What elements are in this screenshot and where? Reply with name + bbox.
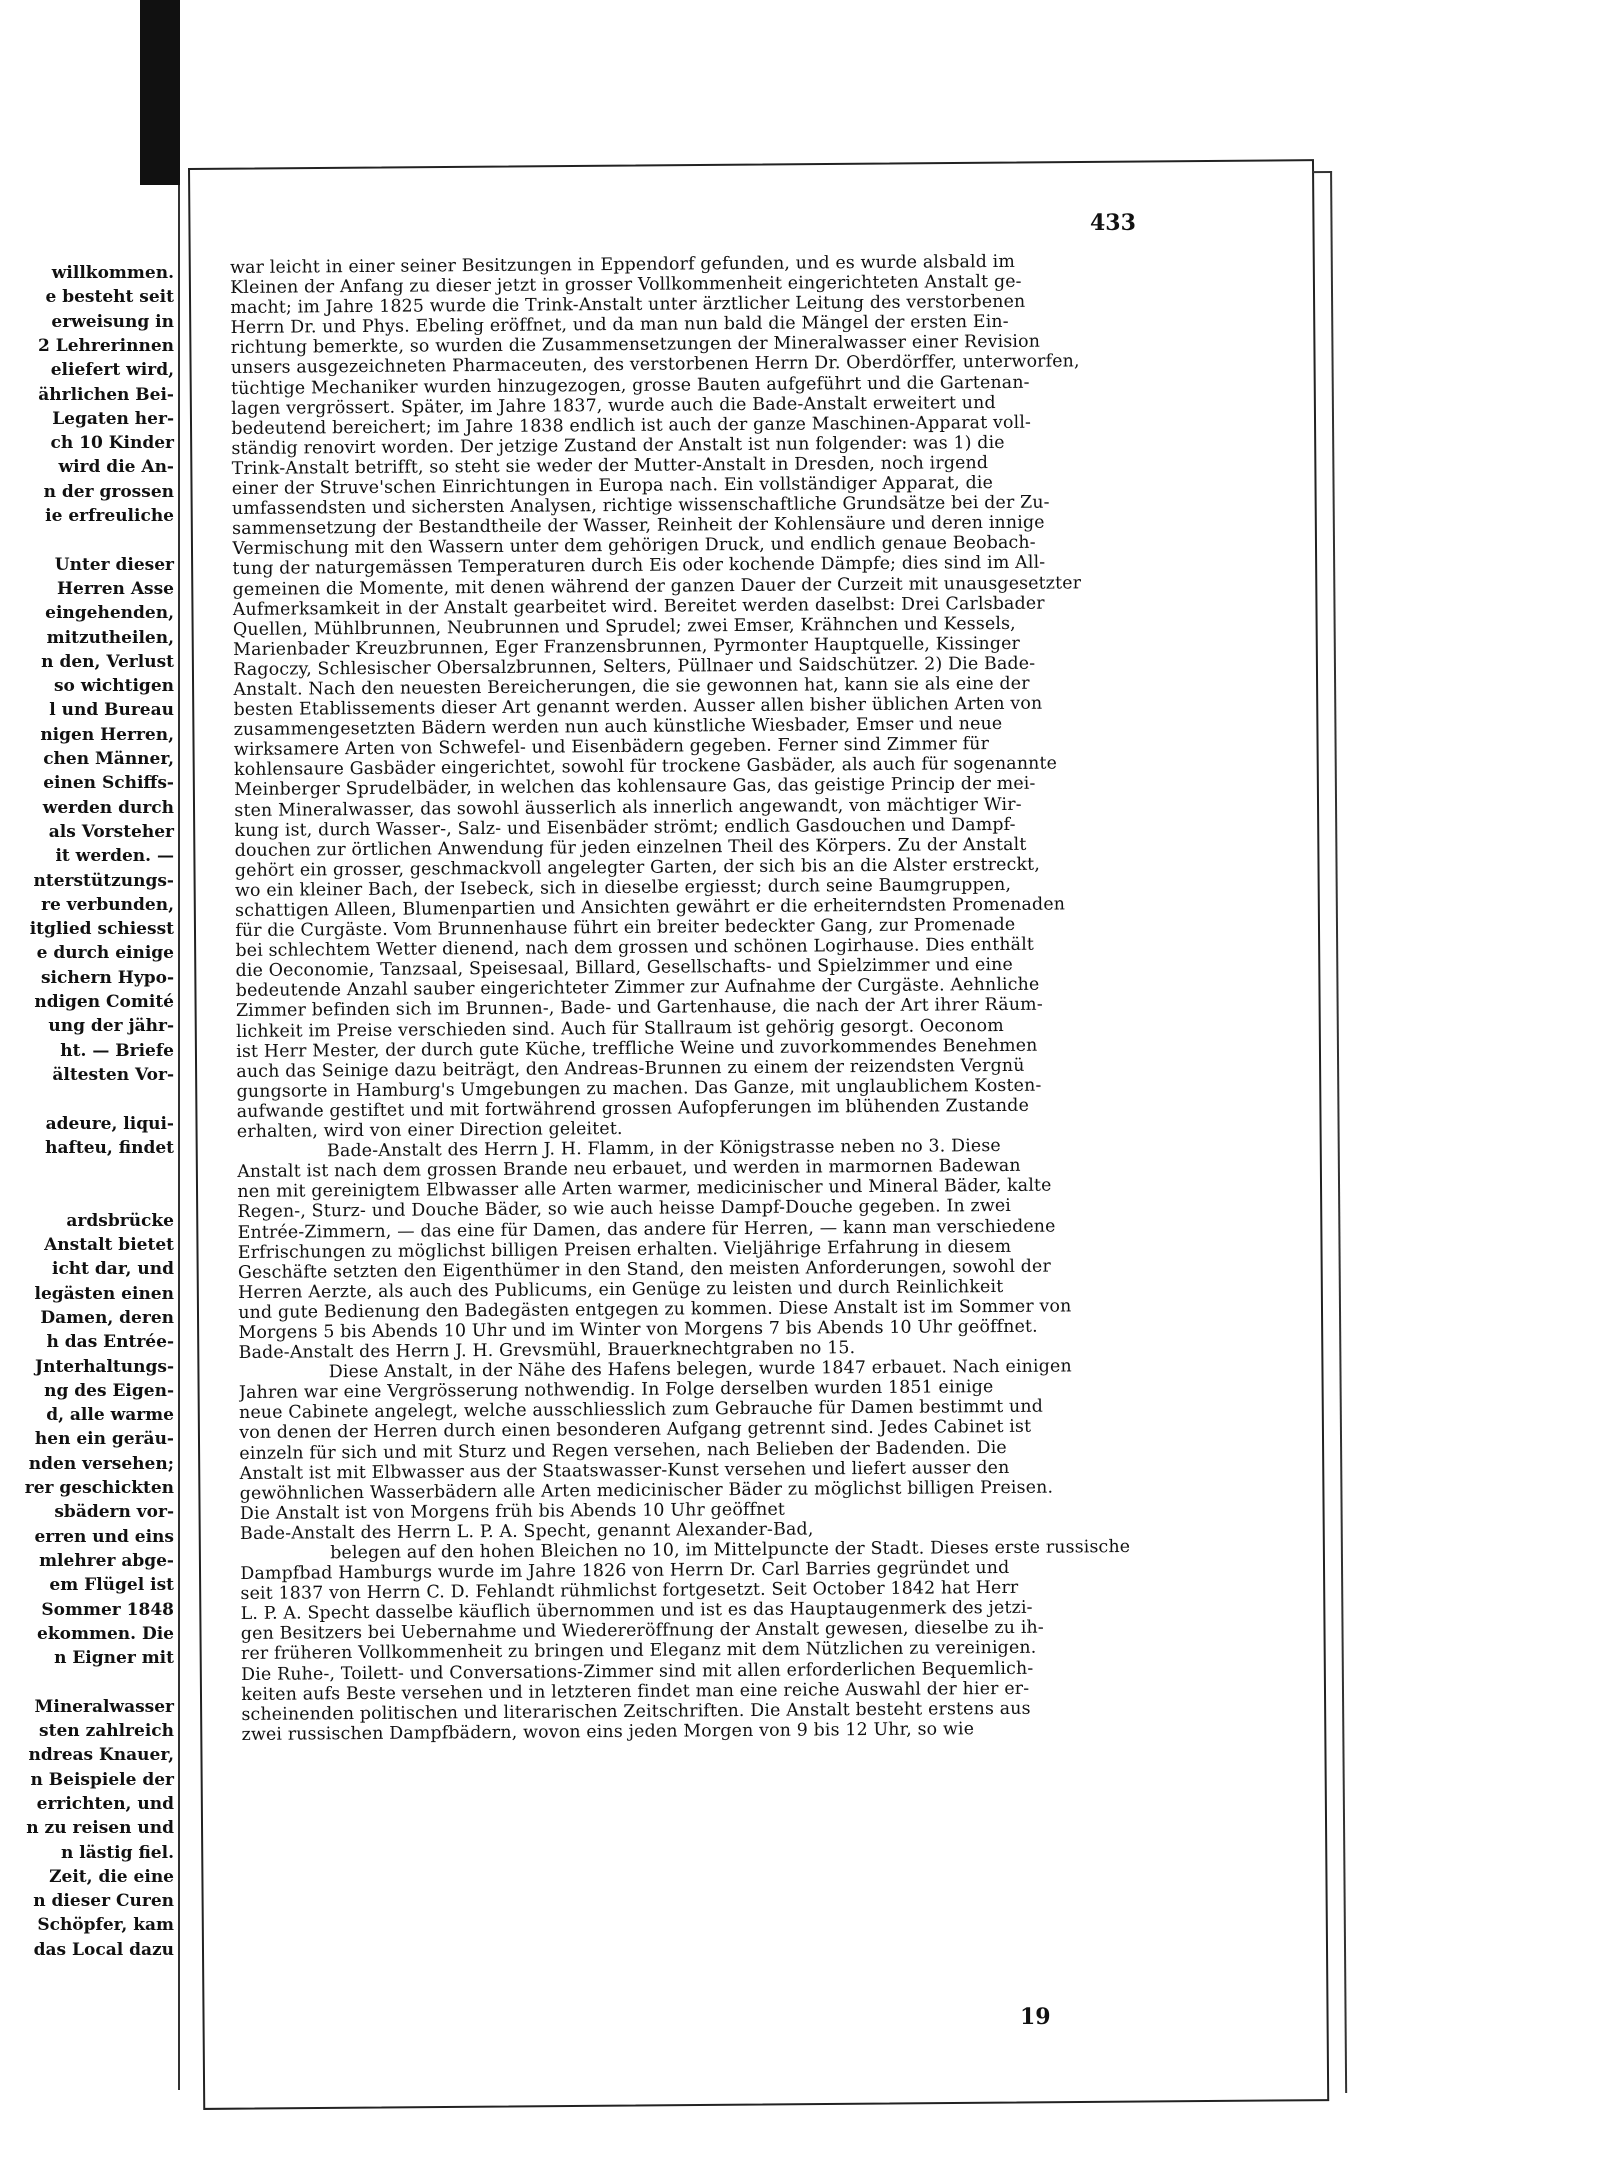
left-text-line: ung der jähr- xyxy=(48,1016,174,1037)
left-text-line: n der grossen xyxy=(43,481,174,502)
text-line: Dampfbad Hamburgs wurde im Jahre 1826 von Herrn Dr. Carl Barries gegründet und xyxy=(240,1558,1010,1585)
text-line: lichkeit im Preise verschieden sind. Auch für Stallraum ist gehörig gesorgt. Oeconom xyxy=(235,1015,1004,1042)
text-line: Erfrischungen zu möglichst billigen Preisen erhalten. Vieljährige Erfahrung in diesem xyxy=(237,1236,1012,1263)
text-line: tüchtige Mechaniker wurden hinzugezogen, grosse Bauten aufgeführt und die Gartenan- xyxy=(230,372,1030,399)
text-line: von denen der Herren durch einen besonderen Aufgang getrennt sind. Jedes Cabinet ist xyxy=(239,1417,1032,1444)
left-text-line: als Vorsteher xyxy=(48,821,174,842)
text-line: ständig renovirt worden. Der jetzige Zustand der Anstalt ist nun folgender: was 1) die xyxy=(231,432,1005,459)
left-text-line: Legaten her- xyxy=(52,408,174,429)
left-text-line: Mineralwasser xyxy=(34,1696,174,1717)
text-line: unsers ausgezeichneten Pharmaceuten, des verstorbenen Herrn Dr. Oberdörffer, unterworfen, xyxy=(230,351,1080,379)
text-line: Marienbader Kreuzbrunnen, Eger Franzensbrunnen, Pyrmonter Hauptquelle, Kissinger xyxy=(232,633,1021,660)
text-line: Quellen, Mühlbrunnen, Neubrunnen und Sprudel; zwei Emser, Krähnchen und Kessels, xyxy=(232,613,1016,640)
text-line: Anstalt. Nach den neuesten Bereicherungen, die sie gewonnen hat, kann sie als eine der xyxy=(233,673,1030,700)
text-line: Entrée-Zimmern, — das eine für Damen, das andere für Herren, — kann man verschiedene xyxy=(237,1216,1056,1243)
text-line: wirksamere Arten von Schwefel- und Eisenbädern gegeben. Ferner sind Zimmer für xyxy=(233,734,990,761)
left-text-line: sichern Hypo- xyxy=(40,967,174,988)
left-text-line: erren und eins xyxy=(34,1526,174,1547)
text-line: Bade-Anstalt des Herrn L. P. A. Specht, genannt Alexander-Bad, xyxy=(239,1519,814,1544)
text-line: Ragoczy, Schlesischer Obersalzbrunnen, Selters, Püllnaer und Saidschützer. 2) Die Bade- xyxy=(233,653,1036,680)
left-text-line: erweisung in xyxy=(51,311,174,332)
left-text-line: Zeit, die eine xyxy=(49,1866,174,1887)
left-text-line: nigen Herren, xyxy=(40,724,174,745)
left-text-line: Schöpfer, kam xyxy=(37,1915,174,1936)
left-text-line: werden durch xyxy=(42,797,174,818)
left-text-line: legästen einen xyxy=(34,1283,174,1304)
left-text-line: em Flügel ist xyxy=(49,1575,174,1596)
left-text-line: 2 Lehrerinnen xyxy=(38,335,174,356)
left-text-line: Jnterhaltungs- xyxy=(35,1356,174,1377)
left-text-line: ndigen Comité xyxy=(34,992,174,1012)
left-text-line: eliefert wird, xyxy=(50,360,174,381)
text-line: Die Ruhe-, Toilett- und Conversations-Zimmer sind mit allen erforderlichen Bequemlich- xyxy=(241,1658,1034,1685)
text-line: die Oeconomie, Tanzsaal, Speisesaal, Billard, Gesellschafts- und Spielzimmer und eine xyxy=(235,955,1014,982)
text-line: zwei russischen Dampfbädern, wovon eins jeden Morgen von 9 bis 12 Uhr, so wie xyxy=(241,1719,975,1745)
page-edge xyxy=(1312,171,1347,2093)
text-line: Anstalt ist nach dem grossen Brande neu erbauet, und werden in marmornen Badewan xyxy=(237,1156,1021,1183)
text-line: douchen zur örtlichen Anwendung für jeden einzelnen Theil des Körpers. Zu der Anstalt xyxy=(234,834,1027,861)
signature-mark: 19 xyxy=(1020,2004,1051,2030)
left-text-line: ht. — Briefe xyxy=(60,1040,174,1061)
left-text-line: e besteht seit xyxy=(45,287,174,308)
text-line: für die Curgäste. Vom Brunnenhause führt ein breiter bedeckter Gang, zur Promenade xyxy=(235,914,1016,942)
text-line: keiten aufs Beste versehen und in letzteren findet man eine reiche Auswahl der hier er- xyxy=(241,1678,1030,1705)
left-text-line: h das Entrée- xyxy=(46,1332,174,1353)
left-text-line: ng des Eigen- xyxy=(44,1380,174,1401)
text-line: Anstalt ist mit Elbwasser aus der Staatswasser-Kunst versehen und liefert ausser den xyxy=(239,1457,1010,1484)
text-line: lagen vergrössert. Später, im Jahre 1837, wurde auch die Bade-Anstalt erweitert und xyxy=(231,392,996,419)
left-text-line: hen ein geräu- xyxy=(34,1429,174,1450)
body-text xyxy=(230,251,1187,1745)
text-line: Vermischung mit den Wassern unter dem gehörigen Druck, und endlich genaue Beobach- xyxy=(232,532,1036,560)
left-text-line: adeure, liqui- xyxy=(45,1113,174,1134)
text-line: Diese Anstalt, in der Nähe des Hafens belegen, wurde 1847 erbauet. Nach einigen xyxy=(328,1356,1072,1383)
left-text-line: mitzutheilen, xyxy=(46,627,174,648)
text-line: zusammengesetzten Bädern werden nun auch künstliche Wiesbader, Emser und neue xyxy=(233,714,1003,741)
text-line: aufwande gestiftet und mit fortwährend grossen Aufopferungen im blühenden Zustande xyxy=(236,1095,1030,1122)
left-text-line: errichten, und xyxy=(36,1793,174,1814)
left-text-line: das Local dazu xyxy=(33,1939,174,1960)
text-line: bedeutende Anzahl sauber eingerichteter Zimmer zur Aufnahme der Curgäste. Aehnliche xyxy=(235,975,1040,1002)
left-text-line: ndreas Knauer, xyxy=(28,1745,174,1766)
text-line: seit 1837 von Herrn C. D. Fehlandt rühmlichst fortgesetzt. Seit October 1842 hat Herr xyxy=(240,1578,1019,1605)
text-line: bei schlechtem Wetter dienend, nach dem grossen und schönen Logirhause. Dies enthält xyxy=(235,934,1035,962)
text-line: scheinenden politischen und literarischen Zeitschriften. Die Anstalt besteht erstens aus xyxy=(241,1698,1031,1725)
left-text-line: ch 10 Kinder xyxy=(50,433,174,454)
text-line: war leicht in einer seiner Besitzungen in Eppendorf gefunden, und es wurde alsbald im xyxy=(230,251,1016,278)
text-line: L. P. A. Specht dasselbe käuflich übernommen und ist es das Hauptaugenmerk des jetzi- xyxy=(240,1598,1033,1625)
left-text-line: hafteu, findet xyxy=(45,1137,174,1158)
text-line: wo ein kleiner Bach, der Isebeck, sich in dieselbe ergiesst; durch seine Baumgruppen, xyxy=(234,874,1012,901)
text-line: tung der naturgemässen Temperaturen durch Eis oder kochende Dämpfe; dies sind im All- xyxy=(232,553,1046,580)
left-text-line: n lästig fiel. xyxy=(61,1842,174,1863)
text-line: bedeutend bereichert; im Jahre 1838 endlich ist auch der ganze Maschinen-Apparat voll- xyxy=(231,412,1032,439)
text-line: erhalten, wird von einer Direction geleitet. xyxy=(236,1118,623,1143)
text-line: Geschäfte setzten den Eigenthümer in den Stand, den meisten Anforderungen, sowohl der xyxy=(237,1256,1051,1283)
left-text-line: l und Bureau xyxy=(49,700,174,721)
left-text-line: chen Männer, xyxy=(43,749,174,769)
left-text-line: nden versehen; xyxy=(28,1453,174,1474)
left-text-line: e durch einige xyxy=(36,943,174,964)
left-text-line: eingehenden, xyxy=(45,603,174,624)
left-text-line: n den, Verlust xyxy=(41,651,174,672)
left-text-line: willkommen. xyxy=(51,263,174,283)
text-line: ist Herr Mester, der durch gute Küche, treffliche Weine und zuvorkommendes Benehmen xyxy=(236,1035,1038,1062)
left-text-line: einen Schiffs- xyxy=(43,773,174,794)
text-line: macht; im Jahre 1825 wurde die Trink-Anstalt unter ärztlicher Leitung des verstorbenen xyxy=(230,291,1026,319)
left-text-line: n zu reisen und xyxy=(26,1818,174,1839)
left-text-line: n Eigner mit xyxy=(54,1648,174,1669)
left-text-line: Sommer 1848 xyxy=(41,1599,174,1620)
gutter-shadow xyxy=(140,0,180,185)
text-line: und gute Bedienung den Badegästen entgegen zu kommen. Diese Anstalt ist im Sommer von xyxy=(238,1296,1072,1323)
text-line: Die Anstalt ist von Morgens früh bis Abends 10 Uhr geöffnet xyxy=(239,1499,786,1524)
text-line: Herren Aerzte, als auch des Publicums, ein Genüge zu leisten und durch Reinlichkeit xyxy=(238,1276,1004,1303)
left-text-line: nterstützungs- xyxy=(33,870,174,891)
text-line: Meinberger Sprudelbäder, in welchen das kohlensaure Gas, das geistige Princip der mei- xyxy=(234,774,1036,801)
left-text-line: d, alle warme xyxy=(46,1405,174,1426)
text-line: gehört ein grosser, geschmackvoll angelegter Garten, der sich bis an die Alster erstreckt, xyxy=(234,854,1041,881)
text-line: rer früheren Vollkommenheit zu bringen und Eleganz mit dem Nützlichen zu vereinigen. xyxy=(240,1638,1037,1665)
text-line: Regen-, Sturz- und Douche Bäder, so wie auch heisse Dampf-Douche gegeben. In zwei xyxy=(237,1196,1012,1223)
left-text-line: re verbunden, xyxy=(41,894,174,915)
left-text-line: Unter dieser xyxy=(54,554,174,575)
text-line: Herrn Dr. und Phys. Ebeling eröffnet, und da man nun bald die Mängel der ersten Ein- xyxy=(230,312,1009,339)
left-text-line: n dieser Curen xyxy=(33,1891,174,1912)
text-line: kohlensaure Gasbäder eingerichtet, sowohl für trockene Gasbäder, als auch für sogenannte xyxy=(233,753,1058,781)
text-line: umfassendsten und sichersten Analysen, richtige wissenschaftliche Grundsätze bei der Zu- xyxy=(231,492,1050,520)
text-line: Kleinen der Anfang zu dieser jetzt in grosser Vollkommenheit eingerichteten Anstalt ge- xyxy=(230,271,1022,299)
left-text-line: ie erfreuliche xyxy=(45,506,174,526)
left-text-line: so wichtigen xyxy=(53,676,174,697)
text-line: Aufmerksamkeit in der Anstalt gearbeitet wird. Bereitet werden daselbst: Drei Carlsbader xyxy=(232,593,1045,620)
left-text-line: rer geschickten xyxy=(24,1478,174,1498)
left-text-line: Anstalt bietet xyxy=(44,1235,174,1255)
page-number: 433 xyxy=(1090,210,1136,236)
left-page-fragment xyxy=(0,185,180,2090)
left-text-line: icht dar, und xyxy=(51,1259,174,1280)
text-line: besten Etablissements dieser Art genannt werden. Ausser allen bisher üblichen Arten von xyxy=(233,693,1043,721)
text-line: Bade-Anstalt des Herrn J. H. Flamm, in der Königstrasse neben no 3. Diese xyxy=(326,1136,1001,1162)
text-line: Trink-Anstalt betrifft, so steht sie weder der Mutter-Anstalt in Dresden, noch irgend xyxy=(231,452,989,479)
text-line: kung ist, durch Wasser-, Salz- und Eisenbäder strömt; endlich Gasdouchen und Dampf- xyxy=(234,814,1016,841)
text-line: auch das Seinige dazu beiträgt, den Andreas-Brunnen zu einem der reizendsten Vergnü xyxy=(236,1055,1025,1082)
text-line: einzeln für sich und mit Sturz und Regen versehen, nach Belieben der Badenden. Die xyxy=(239,1437,1007,1464)
left-text-line: sten zahlreich xyxy=(39,1721,174,1741)
left-text-line: sbädern vor- xyxy=(54,1502,174,1523)
left-text-line: ährlichen Bei- xyxy=(38,384,174,405)
text-line: richtung bemerkte, so wurden die Zusammensetzungen der Mineralwasser einer Revision xyxy=(230,332,1041,359)
left-text-line: mlehrer abge- xyxy=(39,1550,174,1571)
left-text-line: n Beispiele der xyxy=(30,1769,174,1790)
text-line: Jahren war eine Vergrösserung nothwendig. In Folge derselben wurden 1851 einige xyxy=(238,1377,994,1404)
left-text-line: itglied schiesst xyxy=(29,919,174,940)
left-text-line: it werden. — xyxy=(55,846,174,867)
left-text-line: Damen, deren xyxy=(40,1307,174,1328)
text-line: belegen auf den hohen Bleichen no 10, im Mittelpuncte der Stadt. Dieses erste russische xyxy=(330,1536,1131,1564)
left-text-line: ardsbrücke xyxy=(66,1210,174,1231)
text-line: gen Besitzers bei Uebernahme und Wiedereröffnung der Anstalt gewesen, dieselbe zu ih- xyxy=(240,1618,1044,1645)
left-text-line: Herren Asse xyxy=(56,578,174,599)
text-line: Morgens 5 bis Abends 10 Uhr und im Winter von Morgens 7 bis Abends 10 Uhr geöffnet. xyxy=(238,1316,1038,1343)
text-line: Bade-Anstalt des Herrn J. H. Grevsmühl, Brauerknechtgraben no 15. xyxy=(238,1338,856,1364)
text-line: nen mit gereinigtem Elbwasser alle Arten warmer, medicinischer und Mineral Bäder, kalte xyxy=(237,1175,1052,1203)
text-line: Zimmer befinden sich im Brunnen-, Bade- und Gartenhause, die nach der Art ihrer Räum- xyxy=(235,995,1043,1022)
text-line: gemeinen die Momente, mit denen während der ganzen Dauer der Curzeit mit unausgesetzter xyxy=(232,572,1082,600)
text-line: gungsorte in Hamburg's Umgebungen zu machen. Das Ganze, mit unglaublichem Kosten- xyxy=(236,1075,1042,1102)
left-text-line: ekommen. Die xyxy=(37,1623,174,1644)
left-text-line: wird die An- xyxy=(58,457,174,478)
text-line: sten Mineralwasser, das sowohl äusserlich als innerlich angewandt, von mächtiger Wir- xyxy=(234,794,1022,821)
left-text-line: ältesten Vor- xyxy=(52,1064,174,1085)
text-line: gewöhnlichen Wasserbädern alle Arten medicinischer Bäder zu möglichst billigen Preisen. xyxy=(239,1477,1054,1504)
text-line: neue Cabinete angelegt, welche ausschliesslich zum Gebrauche für Damen bestimmt und xyxy=(238,1396,1044,1424)
text-line: sammensetzung der Bestandtheile der Wasser, Reinheit der Kohlensäure und deren innige xyxy=(232,512,1045,540)
text-line: schattigen Alleen, Blumenpartien und Ansichten gewährt er die erheiterndsten Promenaden xyxy=(235,894,1066,921)
text-line: einer der Struve'schen Einrichtungen in Europa nach. Ein vollständiger Apparat, die xyxy=(231,473,994,500)
